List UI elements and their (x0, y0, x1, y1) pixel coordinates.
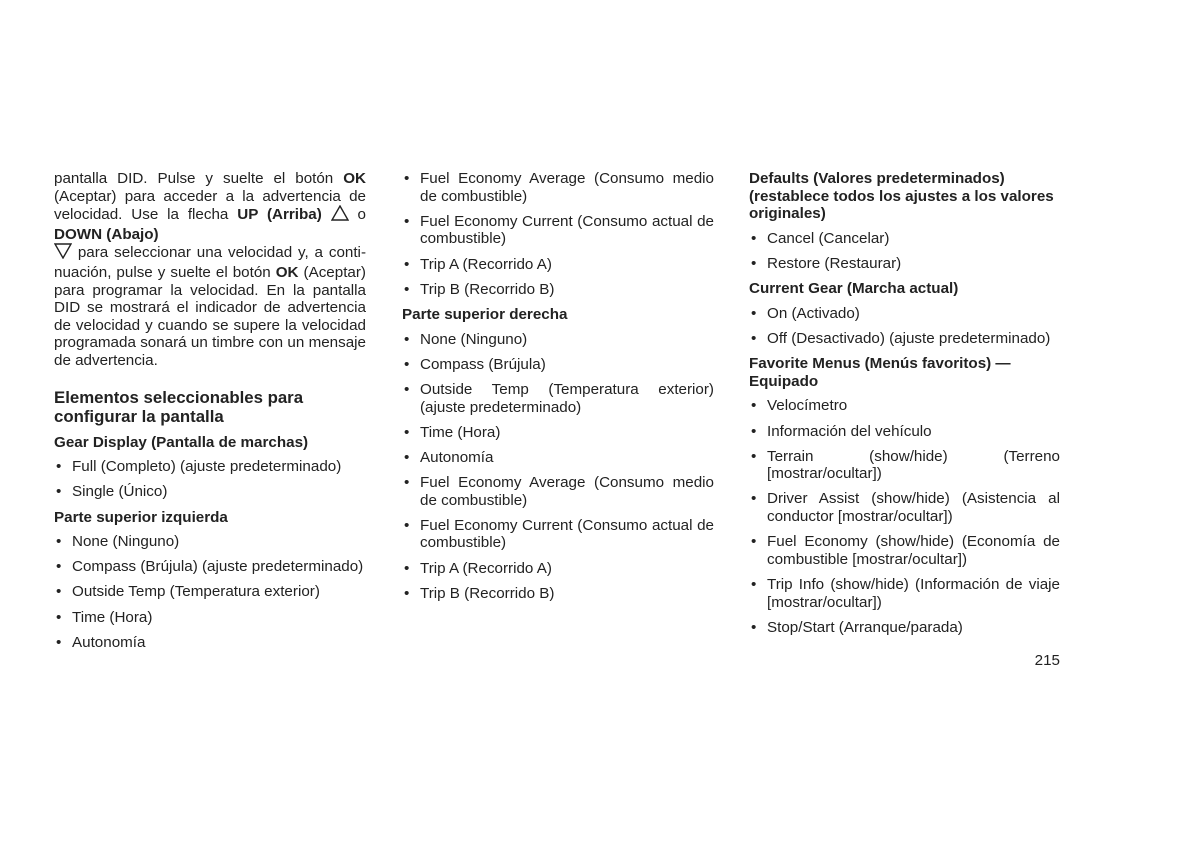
list-item: • Fuel Economy Average (Consumo medio de combustible) (404, 474, 714, 509)
list-item: • Trip B (Recorrido B) (404, 584, 555, 602)
group-gear-display (54, 434, 366, 501)
list-item: • Fuel Economy Current (Consumo actual de combustible) (404, 516, 714, 552)
list-item: • Off (Desactivado) (ajuste predeterminado) (751, 329, 1051, 347)
list-item: • Cancel (Cancelar) (751, 229, 890, 247)
bullet-icon: • (404, 559, 410, 577)
bullet-icon: • (751, 618, 757, 636)
group-heading: Favorite Menus (Menús favoritos) — Equipado (749, 355, 1011, 390)
bullet-icon: • (56, 633, 62, 651)
bullet-icon: • (751, 304, 757, 322)
bullet-icon: • (404, 212, 410, 230)
page-number: 215 (1034, 652, 1060, 669)
bullet-icon: • (56, 533, 62, 551)
intro-paragraph (54, 170, 366, 370)
ok-label-1: OK (343, 170, 366, 187)
group-top-right (402, 306, 714, 602)
list-item: • None (Ninguno) (404, 330, 528, 348)
list-item: • Time (Hora) (56, 608, 153, 626)
bullet-icon: • (56, 608, 62, 626)
list-item: • Outside Temp (Temperatura exterior) (ajuste predeterminado) (404, 380, 714, 416)
bullet-icon: • (751, 422, 757, 440)
down-triangle-icon (54, 243, 72, 264)
group-heading: Parte superior izquierda (54, 508, 228, 526)
list-item: • Compass (Brújula) (ajuste predeterminado) (56, 558, 364, 576)
group-defaults (749, 170, 1060, 273)
bullet-icon: • (404, 584, 410, 602)
group-top-left (54, 509, 366, 652)
up-triangle-icon (331, 205, 349, 226)
bullet-icon: • (751, 229, 757, 247)
bullet-icon: • (404, 355, 410, 373)
bullet-icon: • (404, 448, 410, 466)
group-heading: Parte superior derecha (402, 305, 568, 323)
list-item: • Trip B (Recorrido B) (404, 280, 555, 298)
list-item: • Terrain (show/hide) (Terreno [mostrar/ocultar]) (751, 447, 1060, 483)
list-item: • Trip A (Recorrido A) (404, 255, 552, 273)
bullet-icon: • (56, 558, 62, 576)
bullet-icon: • (751, 254, 757, 272)
ok-label-2: OK (275, 263, 299, 281)
bullet-icon: • (404, 380, 410, 398)
bullet-icon: • (404, 423, 410, 441)
list-item: • Full (Completo) (ajuste predeterminado) (56, 458, 342, 476)
group-heading: Current Gear (Marcha actual) (749, 280, 959, 298)
bullet-icon: • (56, 583, 62, 601)
section-title: Elementos seleccionables para configurar la pantalla (54, 387, 304, 427)
list-item: • None (Ninguno) (56, 533, 180, 551)
intro-text-1: pantalla DID. Pulse y suelte el botón (54, 170, 344, 187)
list-item: • On (Activado) (751, 304, 860, 322)
bullet-icon: • (751, 397, 757, 415)
list-item: • Trip A (Recorrido A) (404, 559, 552, 577)
bullet-icon: • (56, 483, 62, 501)
intro-text-2: (Aceptar) para acceder a la advertencia de velocidad. Use la flecha (54, 187, 366, 224)
group-heading: Defaults (Valores predeterminados) (restablece todos los ajustes a los valores originales) (749, 170, 1054, 223)
list-item: • Autonomía (404, 448, 494, 466)
group-favorite-menus (749, 355, 1060, 636)
column-left (54, 170, 366, 659)
list-item: • Velocímetro (751, 397, 848, 415)
list-item: • Trip Info (show/hide) (Información de viaje [mostrar/ocultar]) (751, 576, 1060, 611)
intro-text-4: para seleccionar una velocidad y, a continuación, pulse y suelte el botón (54, 244, 366, 281)
group-heading: Gear Display (Pantalla de marchas) (54, 433, 309, 451)
bullet-icon: • (404, 170, 410, 187)
bullet-icon: • (404, 330, 410, 348)
bullet-icon: • (751, 447, 757, 465)
up-label: UP (Arriba) (237, 206, 322, 224)
list-item: • Single (Único) (56, 483, 168, 501)
list-item: • Time (Hora) (404, 423, 501, 441)
intro-text-3: o (348, 206, 366, 224)
list-item: • Autonomía (56, 633, 146, 651)
group-current-gear (749, 280, 1060, 347)
list-item: • Compass (Brújula) (404, 355, 546, 373)
list-item: • Fuel Economy Average (Consumo medio de combustible) (404, 170, 714, 205)
bullet-icon: • (751, 533, 757, 551)
list-item: • Driver Assist (show/hide) (Asistencia al conductor [mostrar/ocultar]) (751, 490, 1060, 526)
column-middle (402, 170, 714, 610)
bullet-icon: • (404, 280, 410, 298)
bullet-icon: • (751, 576, 757, 594)
list-item: • Stop/Start (Arranque/parada) (751, 618, 963, 636)
list-item: • Restore (Restaurar) (751, 254, 902, 272)
list-item: • Fuel Economy Current (Consumo actual de combustible) (404, 212, 714, 248)
bullet-icon: • (404, 516, 410, 534)
column-right (749, 170, 1060, 644)
intro-text-5: (Aceptar) para programar la velocidad. En la pantalla DID se mostrará el indicador de advertencia de velocidad y cuando se supere la velocidad programada sonará un timbre con un mensaje de advertencia. (54, 263, 366, 369)
list-item: • Fuel Economy (show/hide) (Economía de combustible [mostrar/ocultar]) (751, 533, 1060, 568)
list-item: • Información del vehículo (751, 422, 932, 440)
list-item: • Outside Temp (Temperatura exterior) (56, 583, 320, 601)
bullet-icon: • (751, 490, 757, 508)
bullet-icon: • (404, 255, 410, 273)
bullet-icon: • (751, 329, 757, 347)
down-label: DOWN (Abajo) (54, 225, 159, 243)
bullet-icon: • (56, 458, 62, 476)
bullet-icon: • (404, 474, 410, 492)
